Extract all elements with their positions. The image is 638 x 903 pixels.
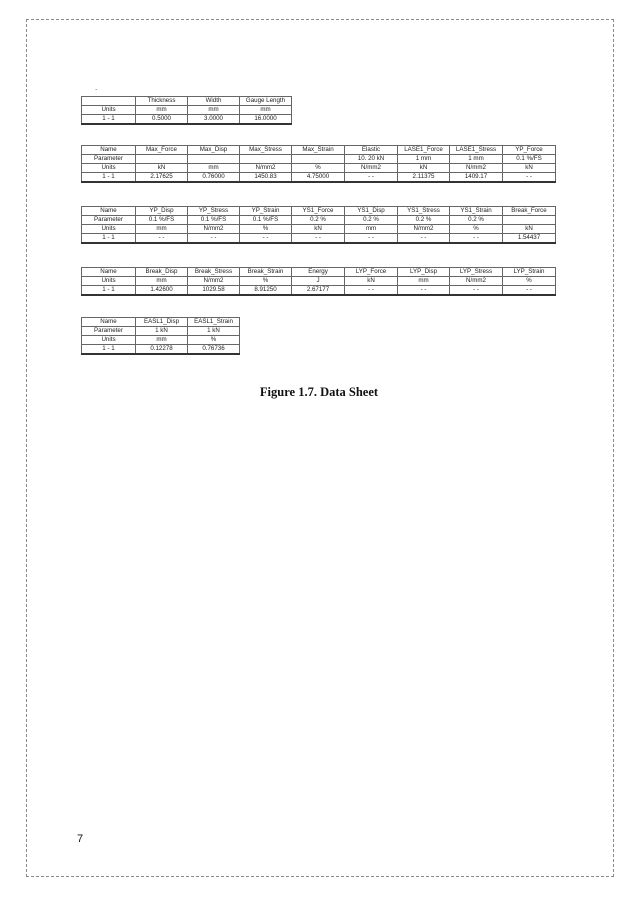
table-cell: N/mm2 xyxy=(188,277,240,286)
table-cell: - - xyxy=(345,173,398,183)
table-cell: - - xyxy=(240,234,292,244)
stray-mark: . xyxy=(95,83,98,92)
table-cell: 1450.83 xyxy=(240,173,292,183)
table-row xyxy=(82,268,556,277)
table-cell: 2.67177 xyxy=(292,286,345,296)
table-cell: Units xyxy=(82,277,136,286)
table-cell: Break_Strain xyxy=(240,268,292,277)
table-cell: Units xyxy=(82,106,136,115)
table-cell: mm xyxy=(398,277,450,286)
table-row xyxy=(82,327,240,336)
table-cell: % xyxy=(503,277,556,286)
table-cell: 1 - 1 xyxy=(82,345,136,355)
table-cell: - - xyxy=(188,234,240,244)
table-cell: % xyxy=(240,277,292,286)
data-table-dimensions xyxy=(81,96,292,125)
table-cell: mm xyxy=(136,106,188,115)
table-cell: 0.1 %/FS xyxy=(240,216,292,225)
table-cell: mm xyxy=(188,164,240,173)
table-cell: mm xyxy=(136,225,188,234)
table-cell: LYP_Force xyxy=(345,268,398,277)
table-cell: 2.17625 xyxy=(136,173,188,183)
table-cell: 1 mm xyxy=(398,155,450,164)
table-cell: 1 kN xyxy=(136,327,188,336)
table-cell: Units xyxy=(82,164,136,173)
table-cell: Break_Stress xyxy=(188,268,240,277)
table-cell: kN xyxy=(345,277,398,286)
table-cell: 0.5000 xyxy=(136,115,188,125)
table-cell: Energy xyxy=(292,268,345,277)
table-cell: 1409.17 xyxy=(450,173,503,183)
table-cell: % xyxy=(450,225,503,234)
table-row xyxy=(82,277,556,286)
table-row xyxy=(82,97,292,106)
table-cell: 8.91250 xyxy=(240,286,292,296)
table-cell: LYP_Stress xyxy=(450,268,503,277)
table-cell: - - xyxy=(345,286,398,296)
table-cell: LASE1_Force xyxy=(398,146,450,155)
data-table-yield-values xyxy=(81,206,556,244)
table-row xyxy=(82,345,240,355)
table-row xyxy=(82,207,556,216)
table-cell: 0.2 % xyxy=(292,216,345,225)
table-cell: YP_Disp xyxy=(136,207,188,216)
table-cell: kN xyxy=(503,164,556,173)
table-cell: Max_Force xyxy=(136,146,188,155)
table-cell: % xyxy=(240,225,292,234)
table-cell: mm xyxy=(345,225,398,234)
table-cell: 0.2 % xyxy=(450,216,503,225)
table-cell: Break_Force xyxy=(503,207,556,216)
table-cell: J xyxy=(292,277,345,286)
table-cell: mm xyxy=(188,106,240,115)
table-cell: 3.0000 xyxy=(188,115,240,125)
table-cell xyxy=(240,155,292,164)
table-cell xyxy=(188,155,240,164)
table-cell: 0.76000 xyxy=(188,173,240,183)
table-cell: N/mm2 xyxy=(450,277,503,286)
table-cell: Name xyxy=(82,146,136,155)
table-cell: 1 - 1 xyxy=(82,286,136,296)
table-cell: N/mm2 xyxy=(188,225,240,234)
table-cell: 1 - 1 xyxy=(82,173,136,183)
table-cell: YS1_Strain xyxy=(450,207,503,216)
table-cell: - - xyxy=(503,286,556,296)
table-cell: - - xyxy=(450,286,503,296)
table-cell: Gauge Length xyxy=(240,97,292,106)
figure-caption: Figure 1.7. Data Sheet xyxy=(259,385,379,399)
table-row xyxy=(82,234,556,244)
table-row xyxy=(82,155,556,164)
table-cell: - - xyxy=(292,234,345,244)
table-cell: Elastic xyxy=(345,146,398,155)
table-cell: YP_Stress xyxy=(188,207,240,216)
table-cell: 1 kN xyxy=(188,327,240,336)
table-cell: Name xyxy=(82,268,136,277)
table-cell: - - xyxy=(136,234,188,244)
table-cell xyxy=(292,155,345,164)
table-cell: 0.1 %/FS xyxy=(136,216,188,225)
table-cell: Max_Stress xyxy=(240,146,292,155)
table-cell: Parameter xyxy=(82,216,136,225)
table-cell: N/mm2 xyxy=(450,164,503,173)
table-row xyxy=(82,318,240,327)
table-row xyxy=(82,106,292,115)
table-cell: 0.2 % xyxy=(398,216,450,225)
table-cell: Break_Disp xyxy=(136,268,188,277)
table-cell: 2.11375 xyxy=(398,173,450,183)
table-cell: Name xyxy=(82,318,136,327)
table-row xyxy=(82,216,556,225)
table-row xyxy=(82,115,292,125)
table-cell: N/mm2 xyxy=(398,225,450,234)
table-cell: YP_Strain xyxy=(240,207,292,216)
table-cell: kN xyxy=(503,225,556,234)
table-cell: Units xyxy=(82,225,136,234)
table-cell: kN xyxy=(398,164,450,173)
table-cell: Parameter xyxy=(82,155,136,164)
table-cell xyxy=(503,216,556,225)
table-cell: 0.2 % xyxy=(345,216,398,225)
table-cell: N/mm2 xyxy=(240,164,292,173)
table-cell: 1 - 1 xyxy=(82,115,136,125)
table-row xyxy=(82,146,556,155)
table-cell: YS1_Stress xyxy=(398,207,450,216)
table-cell xyxy=(82,97,136,106)
table-cell: 1.54437 xyxy=(503,234,556,244)
table-cell: % xyxy=(292,164,345,173)
table-cell: 0.1 %/FS xyxy=(188,216,240,225)
table-cell: % xyxy=(188,336,240,345)
data-table-max-values xyxy=(81,145,556,183)
table-row xyxy=(82,336,240,345)
table-cell: 1.42600 xyxy=(136,286,188,296)
table-cell: Thickness xyxy=(136,97,188,106)
table-cell: 16.0000 xyxy=(240,115,292,125)
table-cell: Max_Strain xyxy=(292,146,345,155)
table-cell: EASL1_Strain xyxy=(188,318,240,327)
table-cell: 0.1 %/FS xyxy=(503,155,556,164)
table-cell: 1029.58 xyxy=(188,286,240,296)
table-cell: 0.12278 xyxy=(136,345,188,355)
table-cell: mm xyxy=(240,106,292,115)
table-cell: Max_Disp xyxy=(188,146,240,155)
table-cell xyxy=(136,155,188,164)
table-cell: 0.76736 xyxy=(188,345,240,355)
table-cell: LYP_Strain xyxy=(503,268,556,277)
table-cell: kN xyxy=(292,225,345,234)
data-table-break-values xyxy=(81,267,556,296)
table-cell: - - xyxy=(398,234,450,244)
table-cell: Width xyxy=(188,97,240,106)
table-row xyxy=(82,286,556,296)
table-cell: LASE1_Stress xyxy=(450,146,503,155)
data-table-easl-values xyxy=(81,317,240,355)
table-row xyxy=(82,164,556,173)
table-cell: Parameter xyxy=(82,327,136,336)
table-cell: mm xyxy=(136,336,188,345)
table-cell: 1 mm xyxy=(450,155,503,164)
table-cell: YS1_Force xyxy=(292,207,345,216)
table-cell: YP_Force xyxy=(503,146,556,155)
table-cell: - - xyxy=(503,173,556,183)
table-cell: - - xyxy=(450,234,503,244)
table-row xyxy=(82,225,556,234)
table-cell: YS1_Disp xyxy=(345,207,398,216)
table-cell: - - xyxy=(398,286,450,296)
table-cell: mm xyxy=(136,277,188,286)
table-cell: EASL1_Disp xyxy=(136,318,188,327)
table-cell: 10. 20 kN xyxy=(345,155,398,164)
table-row xyxy=(82,173,556,183)
page-number: 7 xyxy=(77,833,84,845)
table-cell: kN xyxy=(136,164,188,173)
table-cell: Name xyxy=(82,207,136,216)
table-cell: - - xyxy=(345,234,398,244)
table-cell: 4.75000 xyxy=(292,173,345,183)
table-cell: 1 - 1 xyxy=(82,234,136,244)
table-cell: Units xyxy=(82,336,136,345)
table-cell: LYP_Disp xyxy=(398,268,450,277)
table-cell: N/mm2 xyxy=(345,164,398,173)
